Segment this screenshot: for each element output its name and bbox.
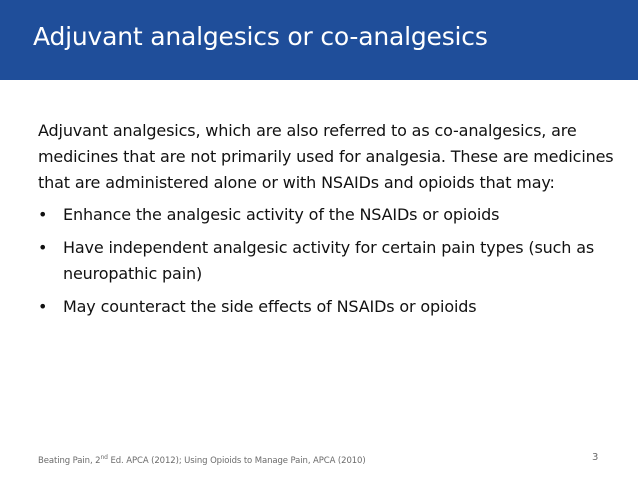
intro-paragraph: Adjuvant analgesics, which are also referred to as co-analgesics, are medicines that are not primarily used for analgesia. These are medicines that are administered alone or with NSAIDs and opioids that may: [38,121,614,192]
bullet-text: May counteract the side effects of NSAIDs or opioids [63,297,477,316]
bullet-icon: • [38,238,48,257]
bullet-text: Have independent analgesic activity for certain pain types (such as neuropathic pain) [63,238,595,283]
bullet-icon: • [38,297,48,316]
footer-citation-start: Beating Pain, 2 [38,456,101,466]
footer-citation-end: Ed. APCA (2012); Using Opioids to Manage Pain, APCA (2010) [107,456,366,466]
slide-body [38,118,623,327]
bullet-item [38,202,623,228]
bullet-icon: • [38,205,48,224]
footer-citation [38,456,366,466]
page-number: 3 [592,452,599,463]
bullet-item [38,294,623,320]
footer-citation-superscript: nd [100,454,108,461]
bullet-item [38,235,623,287]
bullet-list [38,202,623,320]
slide-title: Adjuvant analgesics or co-analgesics [33,22,488,51]
title-bar [0,0,638,80]
bullet-text: Enhance the analgesic activity of the NSAIDs or opioids [63,205,500,224]
